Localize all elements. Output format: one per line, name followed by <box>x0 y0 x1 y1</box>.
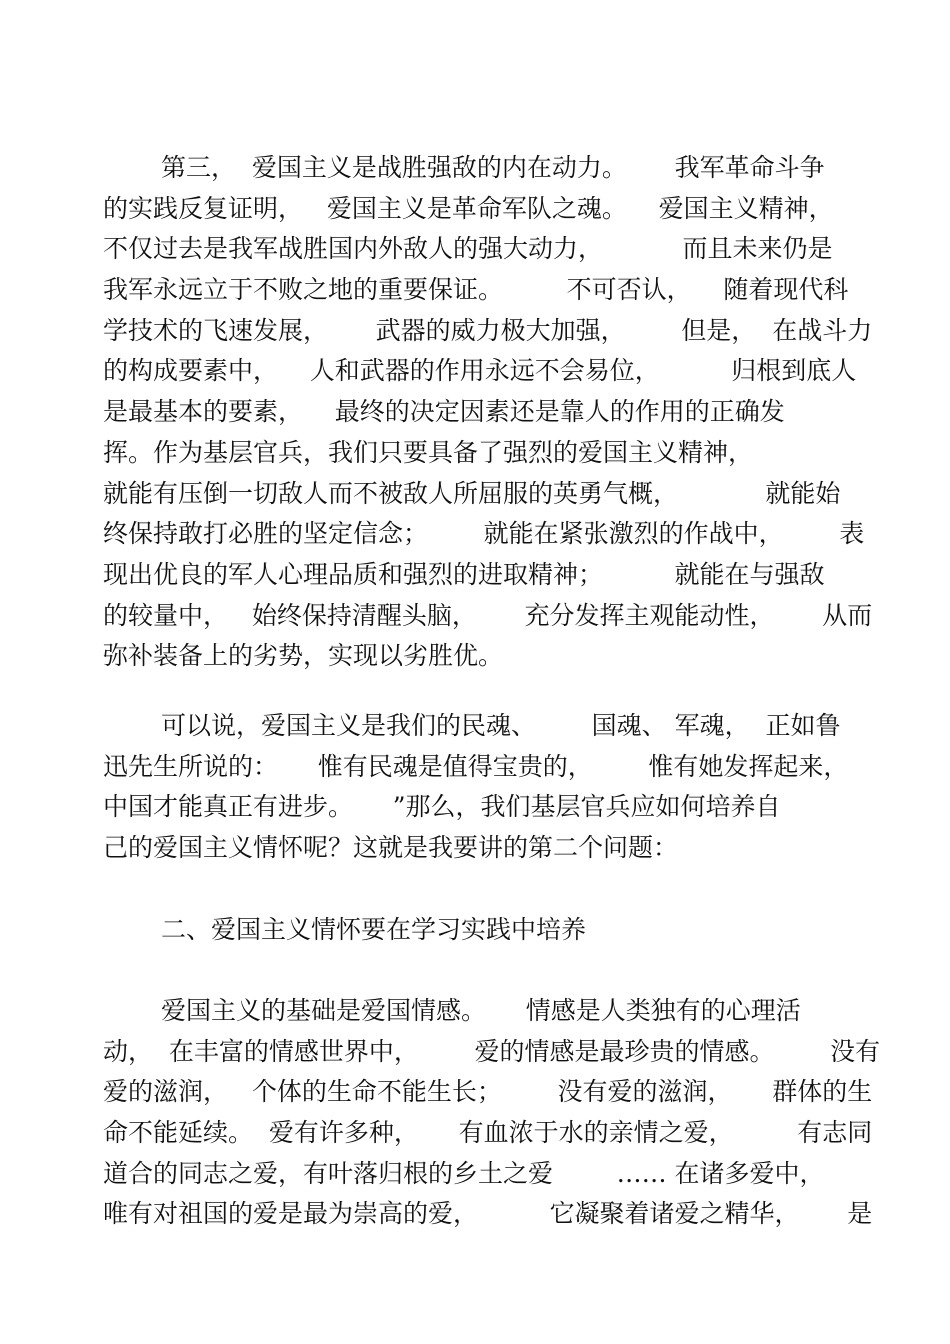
section-heading-text: 二、爱国主义情怀要在学习实践中培养 <box>161 915 587 944</box>
text-line: 弥补装备上的劣势，实现以劣胜优。 <box>103 641 504 671</box>
text-line: 的构成要素中， 人和武器的作用永远不会易位， 归根到底人 <box>103 356 857 386</box>
text-line: 就能有压倒一切敌人而不被敌人所屈服的英勇气概， 就能始 <box>103 478 841 508</box>
text-line: 道合的同志之爱，有叶落归根的乡土之爱 …… 在诸多爱中， <box>103 1158 825 1188</box>
text-line: 可以说，爱国主义是我们的民魂、 国魂、 军魂， 正如鲁 <box>161 711 841 740</box>
text-line: 己的爱国主义情怀呢？这就是我要讲的第二个问题： <box>103 833 679 863</box>
text-line: 迅先生所说的： 惟有民魂是值得宝贵的， 惟有她发挥起来， <box>103 751 849 781</box>
paragraph-national-soul <box>103 706 849 869</box>
text-line: 中国才能真正有进步。 ”那么，我们基层官兵应如何培养自 <box>103 792 781 822</box>
text-line: 爱的滋润， 个体的生命不能生长； 没有爱的滋润， 群体的生 <box>103 1077 873 1107</box>
text-line: 是最基本的要素， 最终的决定因素还是靠人的作用的正确发 <box>103 397 785 427</box>
text-line: 动， 在丰富的情感世界中， 爱的情感是最珍贵的情感。 没有 <box>103 1036 881 1066</box>
text-line: 唯有对祖国的爱是最为崇高的爱， 它凝聚着诸爱之精华， 是 <box>103 1199 873 1229</box>
text-line: 终保持敢打必胜的坚定信念； 就能在紧张激烈的作战中， 表 <box>103 519 865 549</box>
text-line: 第三， 爱国主义是战胜强敌的内在动力。 我军革命斗争 <box>161 153 825 182</box>
paragraph-patriotic-emotion <box>103 991 881 1235</box>
text-line: 不仅过去是我军战胜国内外敌人的强大动力， 而且未来仍是 <box>103 234 833 264</box>
text-line: 的较量中， 始终保持清醒头脑， 充分发挥主观能动性， 从而 <box>103 600 873 630</box>
paragraph-patriotism-power <box>103 148 873 677</box>
text-line: 爱国主义的基础是爱国情感。 情感是人类独有的心理活 <box>161 996 801 1025</box>
text-line: 的实践反复证明， 爱国主义是革命军队之魂。 爱国主义精神， <box>103 193 834 223</box>
section-heading <box>103 910 843 951</box>
text-line: 挥。作为基层官兵，我们只要具备了强烈的爱国主义精神， <box>103 437 754 467</box>
text-line: 命不能延续。 爱有许多种， 有血浓于水的亲情之爱， 有志同 <box>103 1118 873 1148</box>
text-line: 我军永远立于不败之地的重要保证。 不可否认， 随着现代科 <box>103 275 849 305</box>
text-line: 现出优良的军人心理品质和强烈的进取精神； 就能在与强敌 <box>103 559 825 589</box>
text-line: 学技术的飞速发展， 武器的威力极大加强， 但是， 在战斗力 <box>103 315 873 345</box>
